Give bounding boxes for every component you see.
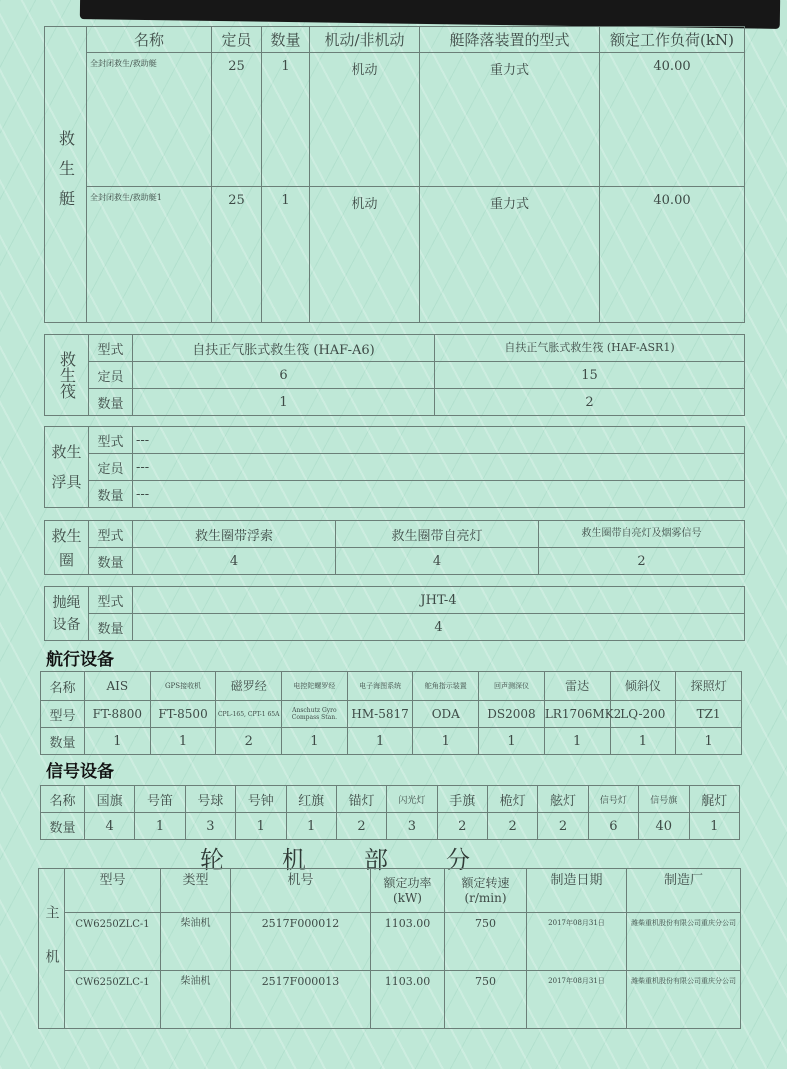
nav-name: 电子海图系统: [347, 672, 413, 701]
nav-name: 回声测深仪: [479, 672, 545, 701]
lifebuoy-type-1: 救生圈带浮索: [133, 521, 336, 548]
signal-qty: 3: [185, 813, 235, 840]
engine-date: 2017年08月31日: [527, 913, 627, 971]
nav-model: ODA: [413, 701, 479, 728]
nav-model: Anschutz Gyro Compass Stan.: [282, 701, 348, 728]
lifeboat-label: 救生艇: [45, 27, 87, 323]
nav-qty: 1: [85, 728, 151, 755]
liferaft-capacity-1: 6: [133, 362, 435, 389]
header-load: 额定工作负荷(kN): [600, 27, 745, 53]
engine-side-label: 主机: [39, 869, 65, 1029]
line-throwing-label: 抛绳设备: [45, 587, 89, 641]
signal-qty: 1: [135, 813, 185, 840]
lifeboat-davit: 重力式: [420, 187, 600, 323]
lifeboat-name: 全封闭救生/救助艇: [87, 53, 212, 187]
engine-title: 轮机部分: [200, 846, 528, 874]
signal-title: 信号设备: [46, 762, 114, 782]
engine-maker: 潍柴重机股份有限公司重庆分公司: [627, 913, 741, 971]
nav-model: HM-5817: [347, 701, 413, 728]
engine-no: 2517F000013: [231, 971, 371, 1029]
nav-name: 探照灯: [676, 672, 742, 701]
engine-model: CW6250ZLC-1: [65, 913, 161, 971]
nav-model: DS2008: [479, 701, 545, 728]
engine-header-rpm: 额定转速 (r/min): [445, 869, 527, 913]
engine-date: 2017年08月31日: [527, 971, 627, 1029]
signal-qty: 1: [236, 813, 286, 840]
signal-name: 锚灯: [336, 786, 386, 813]
lifeboat-qty: 1: [262, 187, 310, 323]
liferaft-qty-1: 1: [133, 389, 435, 416]
nav-name: AIS: [85, 672, 151, 701]
header-capacity: 定员: [212, 27, 262, 53]
table-row: [45, 53, 745, 187]
nav-qty: 1: [610, 728, 676, 755]
lifeboat-motor: 机动: [310, 187, 420, 323]
nav-qty: 1: [282, 728, 348, 755]
buoyant-capacity-value: ---: [133, 454, 745, 481]
nav-qty: 2: [216, 728, 282, 755]
engine-power: 1103.00: [371, 971, 445, 1029]
signal-name: 红旗: [286, 786, 336, 813]
lifebuoy-label: 救生圈: [45, 521, 89, 575]
lifebuoy-qty-2: 4: [336, 548, 539, 575]
lifebuoy-qty-3: 2: [539, 548, 745, 575]
lifeboat-capacity: 25: [212, 53, 262, 187]
engine-rpm: 750: [445, 971, 527, 1029]
lifeboat-load: 40.00: [600, 53, 745, 187]
signal-qty: 40: [639, 813, 689, 840]
buoyant-capacity-label: 定员: [89, 454, 133, 481]
nav-model: LQ-200: [610, 701, 676, 728]
nav-qty: 1: [479, 728, 545, 755]
line-throwing-type-label: 型式: [89, 587, 133, 614]
engine-no: 2517F000012: [231, 913, 371, 971]
signal-name: 信号灯: [588, 786, 638, 813]
buoyant-qty-value: ---: [133, 481, 745, 508]
engine-header-no: 机号: [231, 869, 371, 913]
signal-name-label: 名称: [41, 786, 85, 813]
signal-name: 手旗: [437, 786, 487, 813]
lifeboat-motor: 机动: [310, 53, 420, 187]
engine-rpm: 750: [445, 913, 527, 971]
signal-qty: 3: [387, 813, 437, 840]
signal-qty: 6: [588, 813, 638, 840]
lifebuoy-type-2: 救生圈带自亮灯: [336, 521, 539, 548]
buoyant-qty-label: 数量: [89, 481, 133, 508]
signal-qty: 2: [336, 813, 386, 840]
lifeboat-name: 全封闭救生/救助艇1: [87, 187, 212, 323]
engine-table: [38, 868, 741, 1029]
signal-name: 舷灯: [538, 786, 588, 813]
liferaft-qty-2: 2: [435, 389, 745, 416]
redaction-bar: [80, 0, 780, 29]
signal-qty: 1: [286, 813, 336, 840]
line-throwing-type: JHT-4: [133, 587, 745, 614]
lifebuoy-type-3: 救生圈带自亮灯及烟雾信号: [539, 521, 745, 548]
nav-model: LR1706MK2: [544, 701, 610, 728]
line-throwing-qty: 4: [133, 614, 745, 641]
nav-model-label: 型号: [41, 701, 85, 728]
nav-model: FT-8500: [150, 701, 216, 728]
nav-qty: 1: [544, 728, 610, 755]
nav-name: 磁罗经: [216, 672, 282, 701]
liferaft-table: [44, 334, 745, 416]
buoyant-table: [44, 426, 745, 508]
nav-qty: 1: [150, 728, 216, 755]
signal-qty: 4: [85, 813, 135, 840]
engine-header-type: 类型: [161, 869, 231, 913]
header-motor: 机动/非机动: [310, 27, 420, 53]
lifeboat-table: [44, 26, 745, 323]
engine-power: 1103.00: [371, 913, 445, 971]
lifeboat-load: 40.00: [600, 187, 745, 323]
lifeboat-capacity: 25: [212, 187, 262, 323]
nav-qty: 1: [413, 728, 479, 755]
nav-model: CPL-165, CPT-1 65A: [216, 701, 282, 728]
signal-qty: 2: [437, 813, 487, 840]
nav-name: GPS接收机: [150, 672, 216, 701]
navigation-table: [40, 671, 742, 755]
signal-name: 国旗: [85, 786, 135, 813]
signal-name: 号笛: [135, 786, 185, 813]
engine-header-model: 型号: [65, 869, 161, 913]
header-qty: 数量: [262, 27, 310, 53]
engine-header-maker: 制造厂: [627, 869, 741, 913]
nav-name-label: 名称: [41, 672, 85, 701]
nav-name: 雷达: [544, 672, 610, 701]
nav-qty-label: 数量: [41, 728, 85, 755]
signal-name: 号球: [185, 786, 235, 813]
nav-name: 电控陀螺罗经: [282, 672, 348, 701]
buoyant-type-value: ---: [133, 427, 745, 454]
nav-qty: 1: [347, 728, 413, 755]
nav-name: 舵角指示装置: [413, 672, 479, 701]
lifebuoy-qty-1: 4: [133, 548, 336, 575]
lifebuoy-qty-label: 数量: [89, 548, 133, 575]
signal-qty: 2: [488, 813, 538, 840]
lifeboat-qty: 1: [262, 53, 310, 187]
liferaft-capacity-label: 定员: [89, 362, 133, 389]
lifebuoy-table: [44, 520, 745, 575]
table-row: [39, 971, 741, 1029]
signal-name: 闪光灯: [387, 786, 437, 813]
signal-table: [40, 785, 740, 840]
engine-type: 柴油机: [161, 971, 231, 1029]
line-throwing-qty-label: 数量: [89, 614, 133, 641]
signal-qty-label: 数量: [41, 813, 85, 840]
signal-name: 桅灯: [488, 786, 538, 813]
engine-model: CW6250ZLC-1: [65, 971, 161, 1029]
signal-qty: 2: [538, 813, 588, 840]
liferaft-type-1: 自扶正气胀式救生筏 (HAF-A6): [133, 335, 435, 362]
engine-header-date: 制造日期: [527, 869, 627, 913]
engine-header-power: 额定功率 (kW): [371, 869, 445, 913]
table-row: [45, 187, 745, 323]
nav-name: 倾斜仪: [610, 672, 676, 701]
nav-model: TZ1: [676, 701, 742, 728]
navigation-title: 航行设备: [46, 650, 114, 670]
lifeboat-davit: 重力式: [420, 53, 600, 187]
liferaft-type-2: 自扶正气胀式救生筏 (HAF-ASR1): [435, 335, 745, 362]
signal-name: 号钟: [236, 786, 286, 813]
buoyant-label: 救生浮具: [45, 427, 89, 508]
buoyant-type-label: 型式: [89, 427, 133, 454]
liferaft-type-label: 型式: [89, 335, 133, 362]
liferaft-qty-label: 数量: [89, 389, 133, 416]
nav-qty: 1: [676, 728, 742, 755]
signal-name: 艉灯: [689, 786, 740, 813]
table-row: [39, 913, 741, 971]
lifebuoy-type-label: 型式: [89, 521, 133, 548]
liferaft-label: 救生筏: [45, 335, 89, 416]
signal-name: 信号旗: [639, 786, 689, 813]
header-davit: 艇降落装置的型式: [420, 27, 600, 53]
line-throwing-table: [44, 586, 745, 641]
signal-qty: 1: [689, 813, 740, 840]
header-name: 名称: [87, 27, 212, 53]
liferaft-capacity-2: 15: [435, 362, 745, 389]
engine-maker: 潍柴重机股份有限公司重庆分公司: [627, 971, 741, 1029]
nav-model: FT-8800: [85, 701, 151, 728]
engine-type: 柴油机: [161, 913, 231, 971]
